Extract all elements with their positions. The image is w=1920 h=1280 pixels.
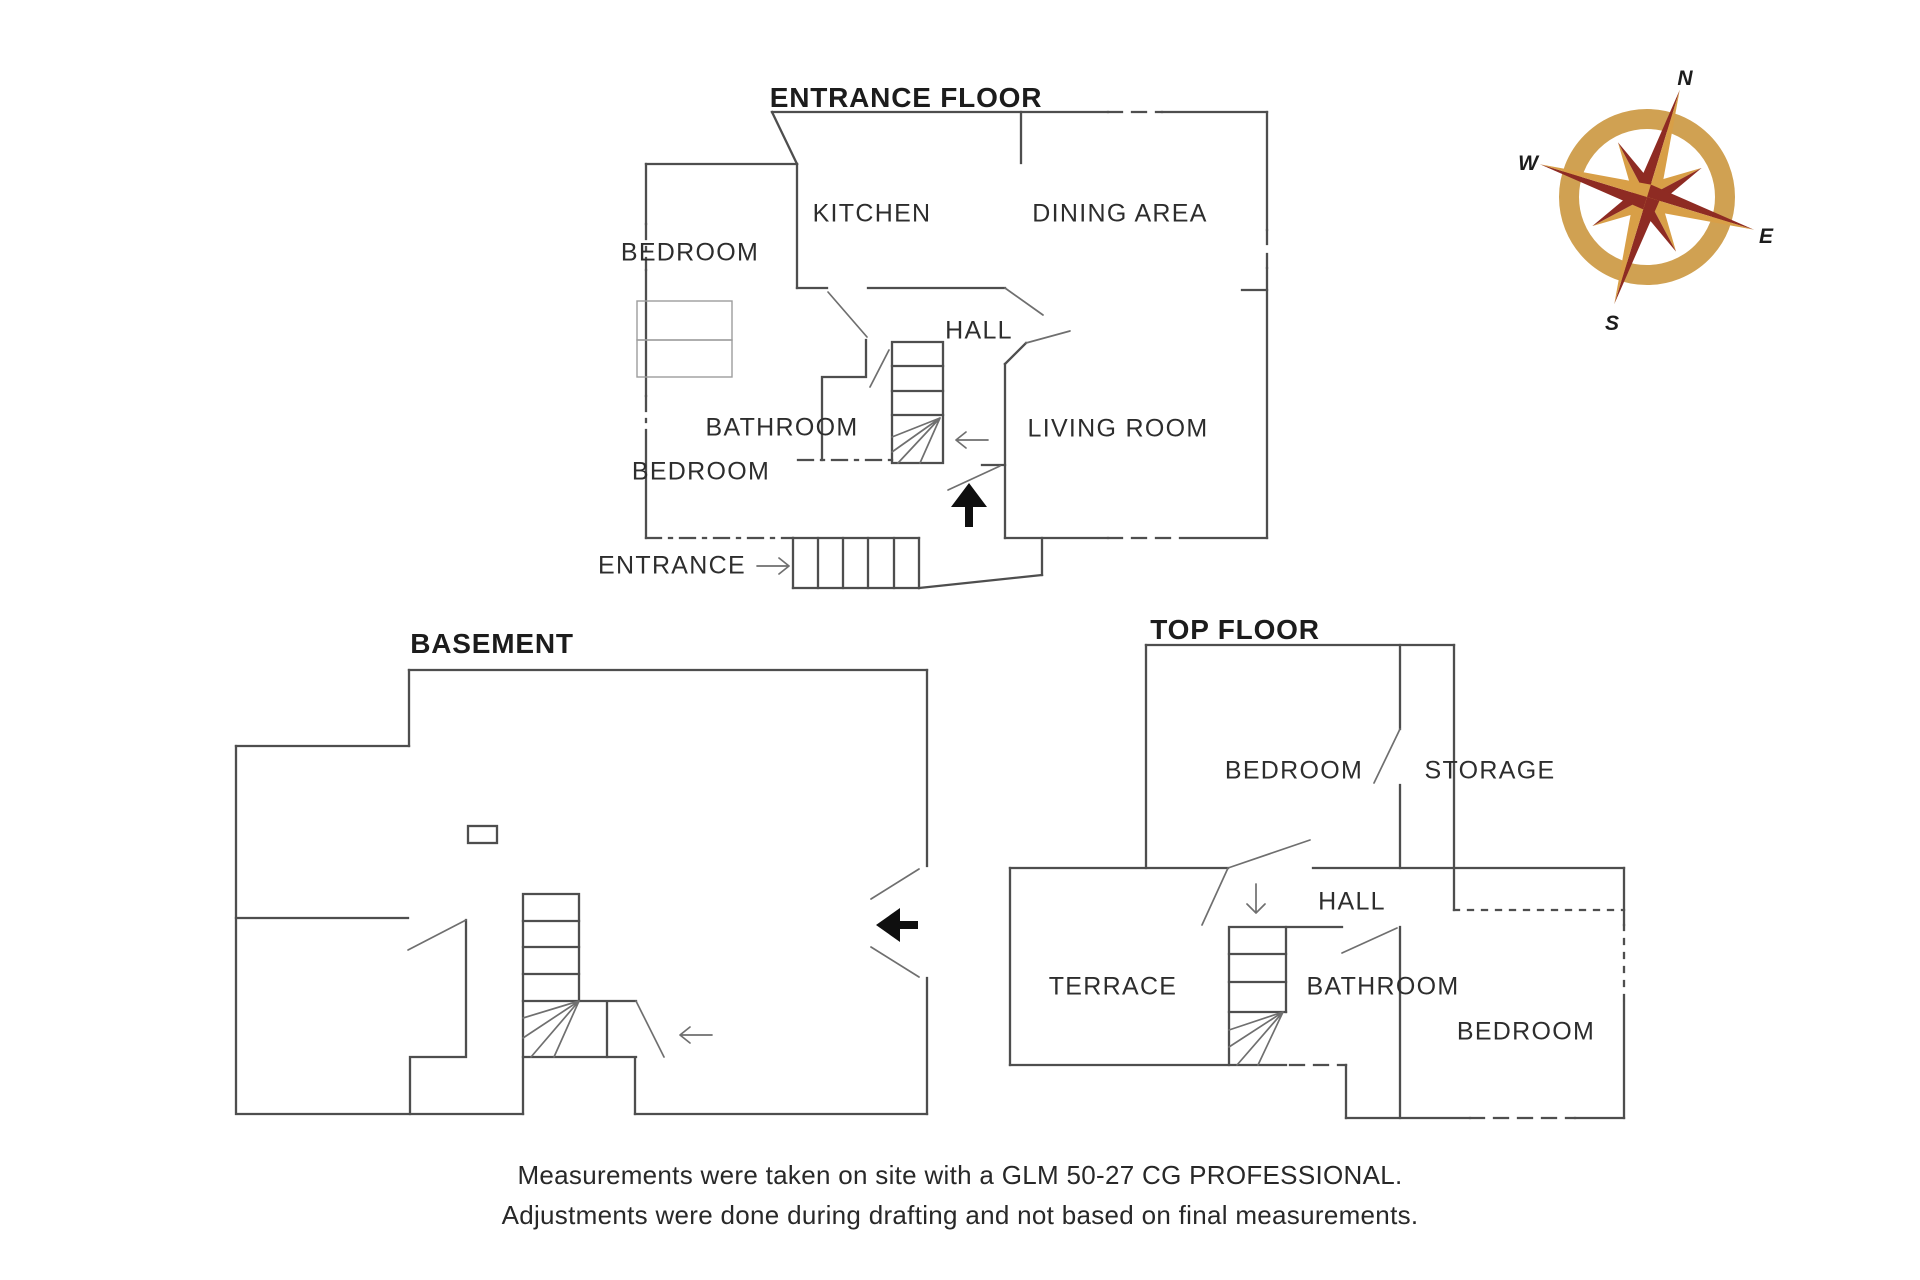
- room-label-hall: HALL: [945, 316, 1013, 345]
- basement-staircase: [523, 894, 636, 1057]
- room-label-bedroom-top: BEDROOM: [1224, 756, 1364, 785]
- up-arrow-icon: [951, 483, 987, 527]
- entrance-staircase: [892, 342, 943, 463]
- room-label-dining-area: DINING AREA: [1032, 199, 1208, 228]
- entrance-floor-plan: [637, 112, 1267, 588]
- compass-west-label: W: [1518, 152, 1538, 175]
- window-box: [468, 826, 497, 843]
- room-label-kitchen: KITCHEN: [812, 199, 932, 228]
- top-floor-title: TOP FLOOR: [1150, 614, 1320, 645]
- basement-title: BASEMENT: [410, 628, 574, 659]
- compass-north-label: N: [1677, 67, 1693, 90]
- footer-measurement-note-1: Measurements were taken on site with a GLM 50-27 CG PROFESSIONAL.: [517, 1160, 1403, 1190]
- left-arrow-icon: [876, 908, 918, 942]
- footer-measurement-note-2: Adjustments were done during drafting and not based on final measurements.: [501, 1200, 1419, 1230]
- stair-up-arrow-icon: [680, 1027, 712, 1043]
- entrance-label: ENTRANCE: [598, 551, 746, 580]
- room-label-hall-top: HALL: [1318, 887, 1386, 916]
- room-label-storage: STORAGE: [1424, 756, 1556, 785]
- room-label-bedroom-lower: BEDROOM: [631, 457, 771, 486]
- room-label-terrace: TERRACE: [1048, 972, 1178, 1001]
- top-floor-staircase: [1229, 927, 1286, 1065]
- top-floor-plan: [1010, 645, 1624, 1118]
- basement-plan: [236, 670, 927, 1114]
- room-label-living-room: LIVING ROOM: [1027, 414, 1209, 443]
- compass-south-label: S: [1604, 312, 1620, 335]
- wardrobe-outline: [637, 340, 732, 377]
- stair-down-arrow-icon: [956, 432, 988, 448]
- room-label-bathroom-top: BATHROOM: [1306, 972, 1460, 1001]
- entrance-direction-arrow-icon: [757, 558, 789, 574]
- room-label-bedroom-right: BEDROOM: [1456, 1017, 1596, 1046]
- room-label-bedroom-upper: BEDROOM: [620, 238, 760, 267]
- room-label-bathroom: BATHROOM: [705, 413, 859, 442]
- entrance-floor-title: ENTRANCE FLOOR: [769, 82, 1043, 113]
- stair-down-arrow-icon: [1247, 884, 1265, 913]
- wardrobe-outline: [637, 301, 732, 340]
- compass-rose-icon: [1507, 57, 1787, 337]
- compass-east-label: E: [1758, 225, 1774, 248]
